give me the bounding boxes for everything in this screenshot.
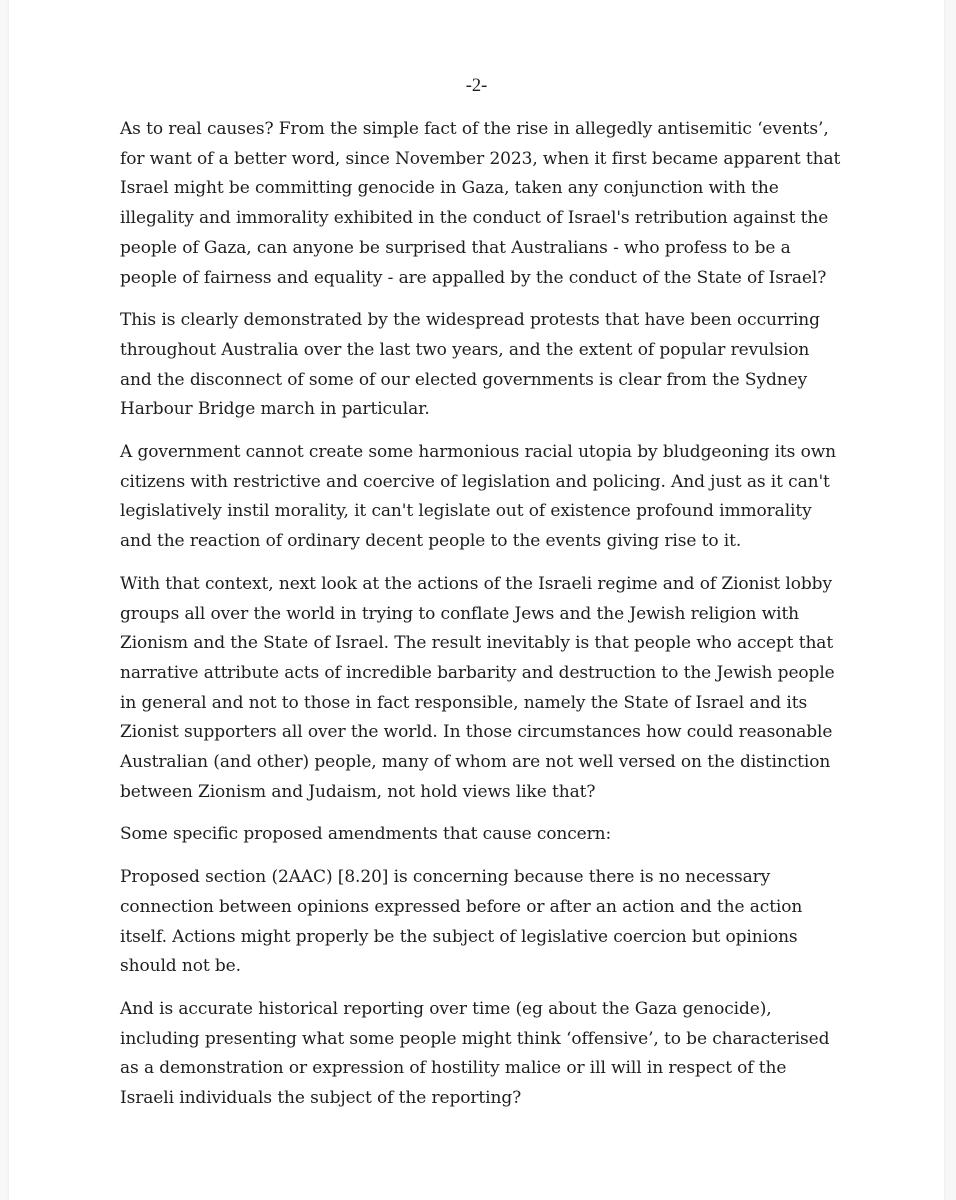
paragraph: And is accurate historical reporting over time (eg about the Gaza genocide), including presenting what some people might think ‘offensive’, to be characterised as a demonstration or expression of hostility malice or ill will in respect of the Israeli individuals the subject of the reporting? xyxy=(120,998,830,1109)
paragraph: This is clearly demonstrated by the widespread protests that have been occurring throughout Australia over the last two years, and the extent of popular revulsion and the disconnect of some of our elected governments is clear from the Sydney Harbour Bridge march in particular. xyxy=(120,310,820,420)
paragraph: Proposed section (2AAC) [8.20] is concerning because there is no necessary connection between opinions expressed before or after an action and the action itself. Actions might properly be the subject of legislative coercion but opinions should not be. xyxy=(120,867,803,977)
paragraph: A government cannot create some harmonious racial utopia by bludgeoning its own citizens with restrictive and coercive of legislation and policing. And just as it can't legislatively instil morality, it can't legislate out of existence profound immorality and the reaction of ordinary decent people to the events giving rise to it. xyxy=(120,442,837,552)
document-page xyxy=(9,0,944,1200)
paragraph: As to real causes? From the simple fact of the rise in allegedly antisemitic ‘events’, for want of a better word, since November 2023, when it first became apparent that Israel might be committing genocide in Gaza, taken any conjunction with the illegality and immorality exhibited in the conduct of Israel's retribution against the people of Gaza, can anyone be surprised that Australians - who profess to be a people of fairness and equality - are appalled by the conduct of the State of Israel? xyxy=(120,119,841,288)
page-number: -2- xyxy=(465,76,488,96)
paragraph: Some specific proposed amendments that cause concern: xyxy=(120,824,612,845)
paragraph: With that context, next look at the actions of the Israeli regime and of Zionist lobby groups all over the world in trying to conflate Jews and the Jewish religion with Zionism and the State of Israel. The result inevitably is that people who accept that narrative attribute acts of incredible barbarity and destruction to the Jewish people in general and not to those in fact responsible, namely the State of Israel and its Zionist supporters all over the world. In those circumstances how could reasonable Australian (and other) people, many of whom are not well versed on the distinction between Zionism and Judaism, not hold views like that? xyxy=(120,573,835,802)
document-body xyxy=(120,115,845,1127)
